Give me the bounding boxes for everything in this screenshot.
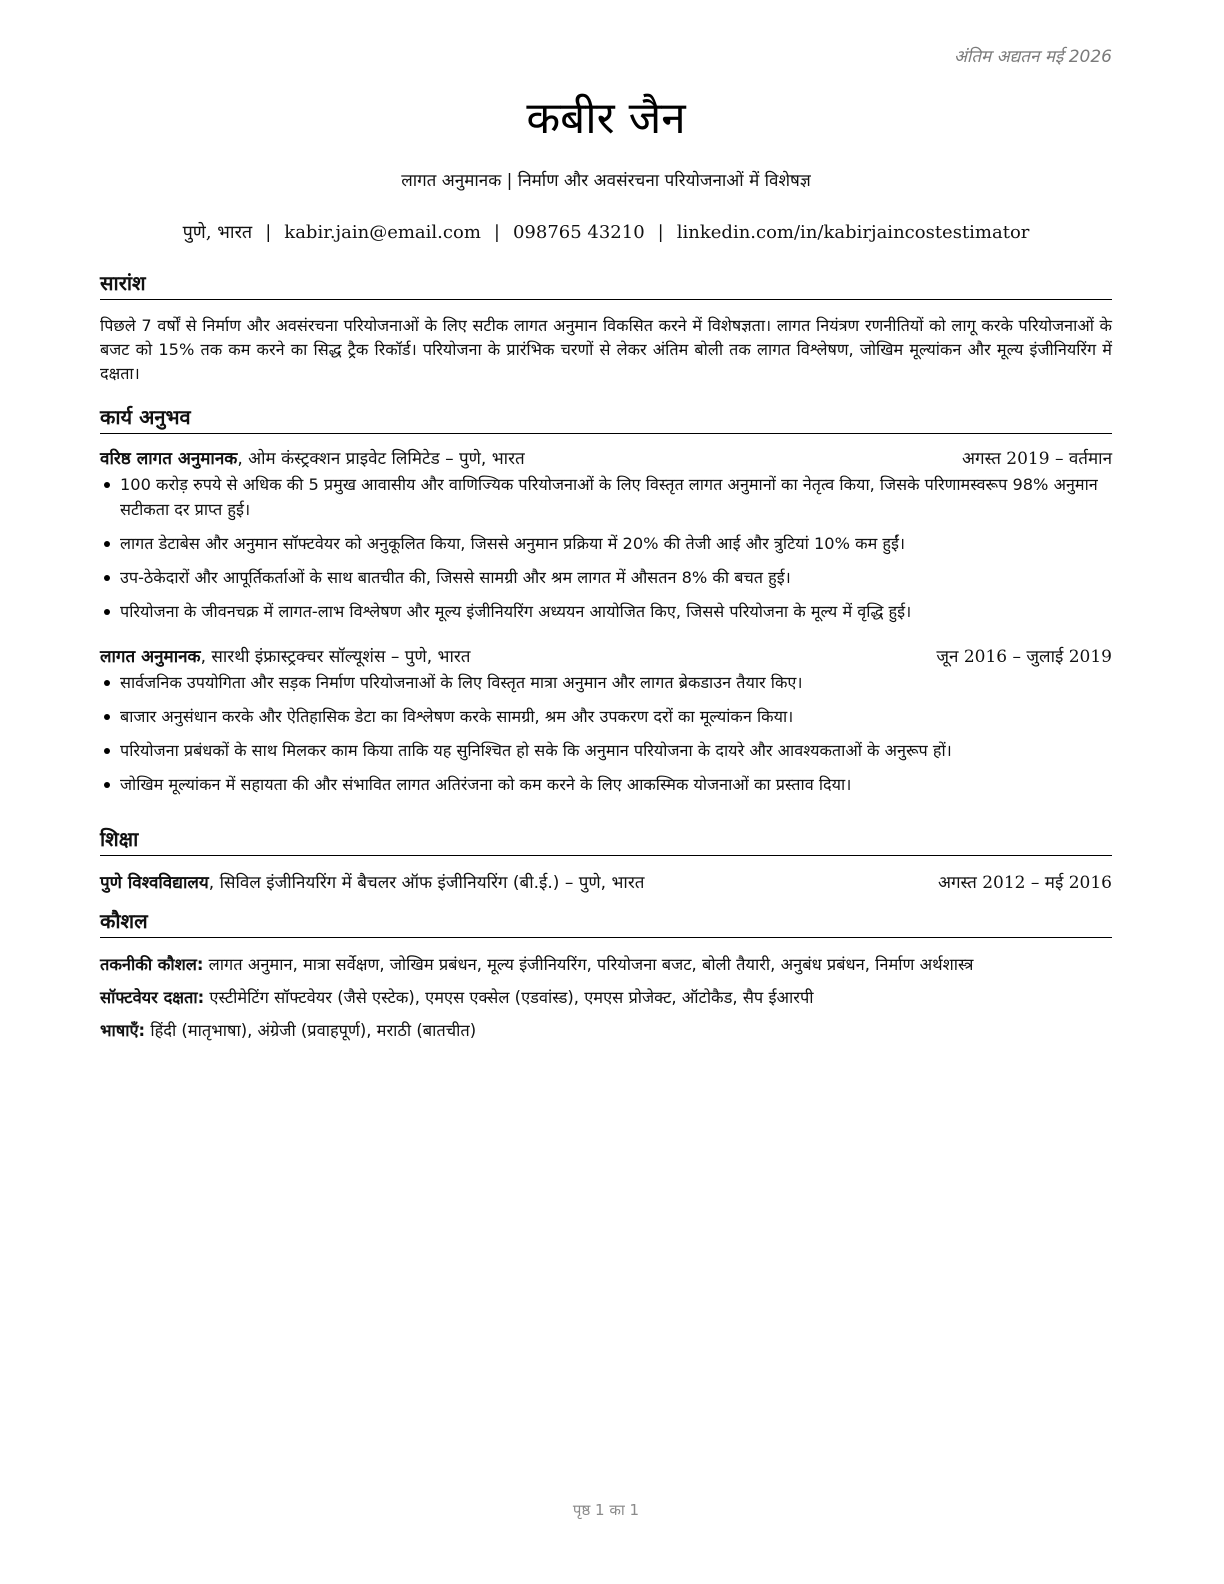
bullet-item: 100 करोड़ रुपये से अधिक की 5 प्रमुख आवासीय और वाणिज्यिक परियोजनाओं के लिए विस्तृत लागत अनुमानों का नेतृत्व किया, जिसके परिणामस्वरूप 98% अनुमान सटीकता दर प्राप्त हुई। (100, 472, 1112, 522)
job-entry (100, 446, 1112, 624)
contact-email[interactable]: kabir.jain@email.com (284, 222, 481, 243)
contact-location: पुणे, भारत (182, 222, 253, 243)
section-title-skills: कौशल (100, 908, 1112, 938)
job-header (100, 644, 1112, 670)
contact-linkedin[interactable]: linkedin.com/in/kabirjaincostestimator (676, 222, 1030, 243)
education-degree: , सिविल इंजीनियरिंग में बैचलर ऑफ इंजीनियरिंग (बी.ई.) – पुणे, भारत (208, 873, 645, 893)
bullet-item: सार्वजनिक उपयोगिता और सड़क निर्माण परियोजनाओं के लिए विस्तृत मात्रा अनुमान और लागत ब्रेकडाउन तैयार किए। (100, 670, 1112, 695)
contact-separator: | (493, 222, 500, 243)
education-entry (100, 870, 1112, 896)
job-company: , ओम कंस्ट्रक्शन प्राइवेट लिमिटेड – पुणे, भारत (237, 449, 525, 469)
section-title-education: शिक्षा (100, 826, 1112, 856)
summary-section (100, 270, 1112, 386)
job-dates: अगस्त 2019 – वर्तमान (962, 449, 1112, 469)
tagline: लागत अनुमानक | निर्माण और अवसंरचना परियोजनाओं में विशेषज्ञ (401, 171, 811, 191)
education-dates: अगस्त 2012 – मई 2016 (937, 873, 1112, 893)
skill-line (100, 952, 1112, 978)
resume-page (100, 0, 1112, 1584)
bullet-item: परियोजना प्रबंधकों के साथ मिलकर काम किया ताकि यह सुनिश्चित हो सके कि अनुमान परियोजना के दायरे और आवश्यकताओं के अनुरूप हों। (100, 738, 1112, 763)
section-title-experience: कार्य अनुभव (100, 404, 1112, 434)
job-bullets (100, 670, 1112, 797)
education-section (100, 826, 1112, 896)
section-title-summary: सारांश (100, 270, 1112, 300)
skill-value: हिंदी (मातृभाषा), अंग्रेजी (प्रवाहपूर्ण), मराठी (बातचीत) (145, 1021, 477, 1040)
bullet-item: लागत डेटाबेस और अनुमान सॉफ्टवेयर को अनुकूलित किया, जिससे अनुमान प्रक्रिया में 20% की तेजी आई और त्रुटियां 10% कम हुईं। (100, 531, 1112, 556)
bullet-item: बाजार अनुसंधान करके और ऐतिहासिक डेटा का विश्लेषण करके सामग्री, श्रम और उपकरण दरों का मूल्यांकन किया। (100, 704, 1112, 729)
skill-line (100, 985, 1112, 1011)
skill-line (100, 1018, 1112, 1044)
candidate-name: कबीर जैन (526, 93, 686, 144)
job-header (100, 446, 1112, 472)
contact-separator: | (265, 222, 272, 243)
education-institution: पुणे विश्वविद्यालय (100, 873, 209, 893)
skill-label: सॉफ्टवेयर दक्षता: (100, 988, 205, 1007)
skill-value: लागत अनुमान, मात्रा सर्वेक्षण, जोखिम प्रबंधन, मूल्य इंजीनियरिंग, परियोजना बजट, बोली तैयारी, अनुबंध प्रबंधन, निर्माण अर्थशास्त्र (203, 955, 974, 974)
bullet-item: परियोजना के जीवनचक्र में लागत-लाभ विश्लेषण और मूल्य इंजीनियरिंग अध्ययन आयोजित किए, जिससे परियोजना के मूल्य में वृद्धि हुई। (100, 599, 1112, 624)
skill-value: एस्टीमेटिंग सॉफ्टवेयर (जैसे एस्टेक), एमएस एक्सेल (एडवांस्ड), एमएस प्रोजेक्ट, ऑटोकैड, सैप ईआरपी (204, 988, 814, 1007)
last-updated: अंतिम अद्यतन मई 2026 (953, 47, 1112, 67)
contact-separator: | (657, 222, 664, 243)
job-bullets (100, 472, 1112, 624)
page-number: पृष्ठ 1 का 1 (572, 1501, 640, 1519)
contact-line (100, 220, 1112, 244)
skills-section (100, 908, 1112, 1044)
job-company: , सारथी इंफ्रास्ट्रक्चर सॉल्यूशंस – पुणे, भारत (200, 647, 471, 667)
skill-label: भाषाएँ: (100, 1021, 146, 1040)
job-entry (100, 644, 1112, 797)
experience-section (100, 404, 1112, 797)
job-role: वरिष्ठ लागत अनुमानक (100, 449, 238, 469)
skills-list (100, 952, 1112, 1044)
skill-label: तकनीकी कौशल: (100, 955, 204, 974)
contact-phone: 098765 43210 (512, 222, 645, 243)
job-dates: जून 2016 – जुलाई 2019 (936, 647, 1112, 667)
summary-text: पिछले 7 वर्षों से निर्माण और अवसंरचना परियोजनाओं के लिए सटीक लागत अनुमान विकसित करने में विशेषज्ञता। लागत नियंत्रण रणनीतियों को लागू करके परियोजनाओं के बजट को 15% तक कम करने का सिद्ध ट्रैक रिकॉर्ड। परियोजना के प्रारंभिक चरणों से लेकर अंतिम बोली तक लागत विश्लेषण, जोखिम मूल्यांकन और मूल्य इंजीनियरिंग में दक्षता। (100, 316, 1112, 383)
bullet-item: उप-ठेकेदारों और आपूर्तिकर्ताओं के साथ बातचीत की, जिससे सामग्री और श्रम लागत में औसतन 8% की बचत हुई। (100, 565, 1112, 590)
bullet-item: जोखिम मूल्यांकन में सहायता की और संभावित लागत अतिरंजना को कम करने के लिए आकस्मिक योजनाओं का प्रस्ताव दिया। (100, 772, 1112, 797)
job-role: लागत अनुमानक (100, 647, 201, 667)
